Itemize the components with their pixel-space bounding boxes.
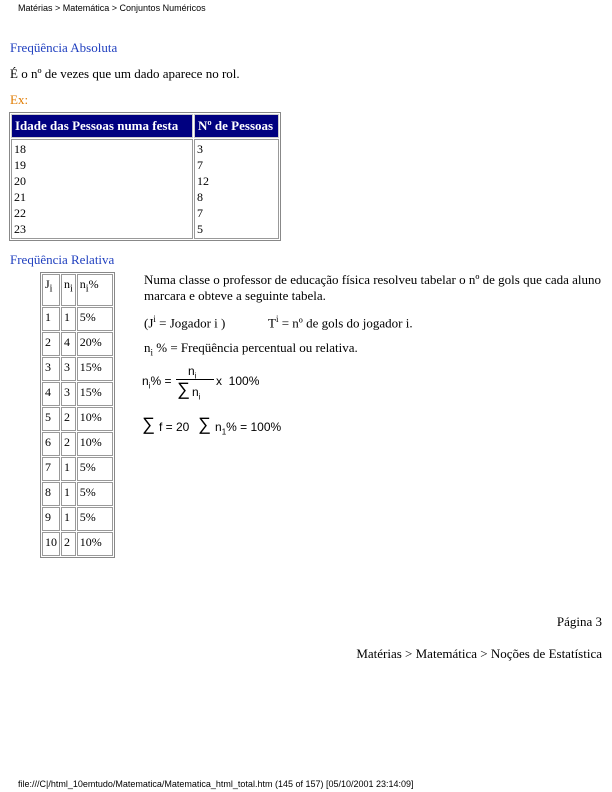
table-row: 9 1 5% — [42, 507, 113, 531]
age-value: 21 — [14, 190, 26, 204]
table-row — [11, 139, 279, 239]
legend-n: $n_i$ % = Freqüência percentual ou relativa. — [144, 340, 358, 358]
table-row: 2 4 20% — [42, 332, 113, 356]
header-j: $J_i$ — [42, 274, 60, 306]
legend-t: $T^i$ = nº de gols do jogador i. — [268, 314, 413, 331]
absoluta-definition: É o nº de vezes que um dado aparece no rol. — [10, 66, 240, 81]
relativa-title: Freqüência Relativa — [10, 252, 115, 267]
legend-j: ($J^i$ = Jogador i ) — [144, 314, 226, 331]
formula-sum: ∑ f = 20 ∑ $n_1\% = 100\%$ — [142, 414, 282, 437]
count-value: 7 — [197, 206, 203, 220]
absoluta-title: Freqüência Absoluta — [10, 40, 118, 55]
header-n: $n_i$ — [61, 274, 76, 306]
header-count: Nº de Pessoas — [194, 114, 279, 138]
age-value: 23 — [14, 222, 26, 236]
sigma-icon: ∑ — [177, 379, 190, 399]
table-row: 1 1 5% — [42, 307, 113, 331]
age-value: 20 — [14, 174, 26, 188]
table-row: 8 1 5% — [42, 482, 113, 506]
breadcrumb-top: Matérias > Matemática > Conjuntos Numéricos — [18, 3, 206, 13]
table-row: 4 3 15% — [42, 382, 113, 406]
table-row: 3 3 15% — [42, 357, 113, 381]
count-value: 5 — [197, 222, 203, 236]
table-row: 7 1 5% — [42, 457, 113, 481]
count-value: 7 — [197, 158, 203, 172]
breadcrumb-bottom: Matérias > Matemática > Noções de Estatística — [356, 646, 602, 661]
table-row: 5 2 10% — [42, 407, 113, 431]
header-pct: $n_i\%$ — [77, 274, 113, 306]
count-value: 8 — [197, 190, 203, 204]
counts-cell — [194, 139, 279, 239]
ages-cell — [11, 139, 193, 239]
table-header-row — [42, 274, 113, 306]
age-value: 18 — [14, 142, 26, 156]
age-value: 19 — [14, 158, 26, 172]
table-row: 6 2 10% — [42, 432, 113, 456]
page-number: Página 3 — [556, 614, 602, 629]
header-age: Idade das Pessoas numa festa — [11, 114, 193, 138]
table-row: 10 2 10% — [42, 532, 113, 556]
age-value: 22 — [14, 206, 26, 220]
absoluta-table — [9, 112, 281, 241]
relativa-paragraph: Numa classe o professor de educação física resolveu tabelar o nº de gols que cada aluno marcara e obteve a seguinte tabela. — [144, 272, 602, 303]
sigma-icon: ∑ — [142, 414, 155, 434]
formula-relative-frequency: $n_i\%$ = $n_i$ ∑ $n_i$ x 100% — [142, 364, 260, 402]
example-label: Ex: — [10, 92, 29, 107]
count-value: 3 — [197, 142, 203, 156]
sigma-icon: ∑ — [198, 414, 211, 434]
count-value: 12 — [197, 174, 209, 188]
footer-url: file:///C|/html_10emtudo/Matematica/Matematica_html_total.htm (145 of 157) [05/10/2001 23:14:09] — [18, 779, 414, 789]
relativa-table — [40, 272, 115, 558]
